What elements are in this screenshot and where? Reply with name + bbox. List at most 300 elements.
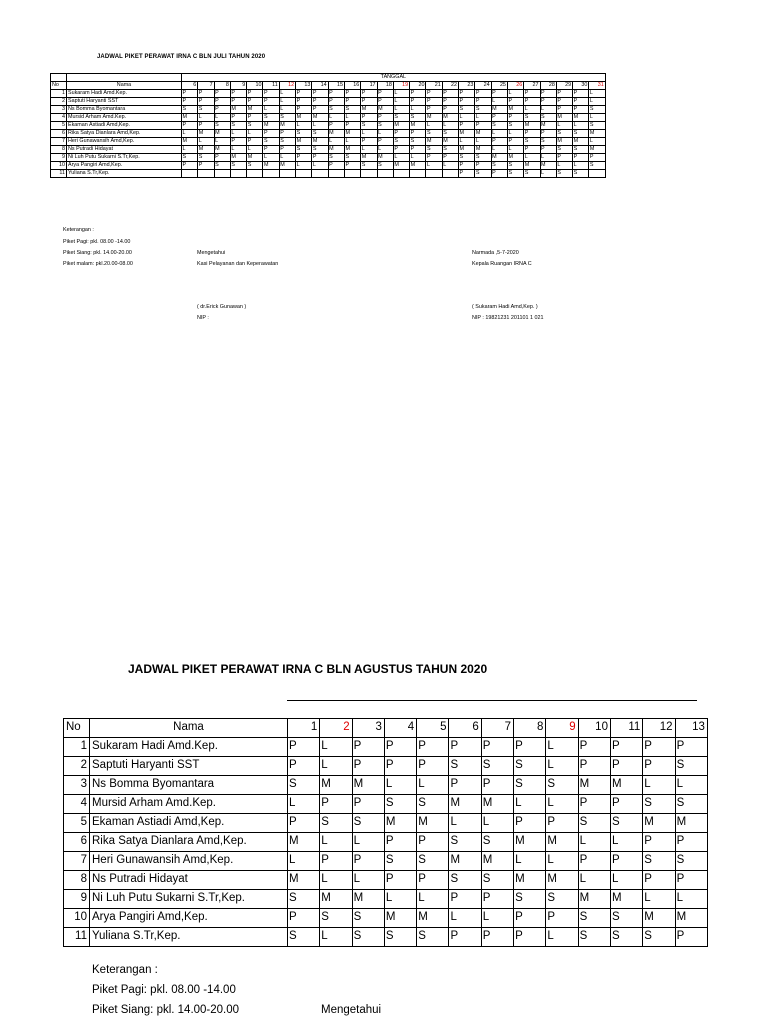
shift-code: P xyxy=(361,114,377,122)
shift-code: P xyxy=(182,90,198,98)
shift-code: L xyxy=(296,122,312,130)
nurse-name: Ns Putradi Hidayat xyxy=(67,146,182,154)
shift-code: P xyxy=(578,757,610,776)
shift-code: P xyxy=(573,98,589,106)
shift-code: S xyxy=(514,890,546,909)
shift-code: M xyxy=(546,871,578,890)
shift-code: S xyxy=(556,130,572,138)
shift-code: S xyxy=(230,162,246,170)
sheet1-title: JADWAL PIKET PERAWAT IRNA C BLN JULI TAHUN 2020 xyxy=(97,54,266,60)
shift-code: P xyxy=(573,154,589,162)
shift-code: P xyxy=(449,738,481,757)
shift-code: L xyxy=(426,162,442,170)
shift-code: M xyxy=(279,162,295,170)
shift-code: L xyxy=(481,909,513,928)
shift-code: P xyxy=(556,106,572,114)
shift-code: P xyxy=(481,776,513,795)
shift-code: L xyxy=(643,776,675,795)
shift-code: L xyxy=(417,776,449,795)
shift-code: S xyxy=(524,170,540,178)
header-day: 10 xyxy=(247,82,263,90)
sheet1-sign-right-nip: NIP : 19821231 201101 1 021 xyxy=(472,315,544,321)
header-day: 18 xyxy=(377,82,393,90)
shift-code: M xyxy=(263,162,279,170)
header-no: No xyxy=(64,719,90,738)
shift-code: P xyxy=(320,795,352,814)
shift-code: P xyxy=(491,114,507,122)
shift-code: P xyxy=(524,90,540,98)
shift-code: P xyxy=(247,114,263,122)
shift-code: S xyxy=(393,114,409,122)
sheet1-sign-right-name: ( Sukaram Hadi Amd,Kep. ) xyxy=(472,304,538,310)
table-row xyxy=(64,928,708,947)
shift-code: M xyxy=(198,130,214,138)
header-day: 3 xyxy=(352,719,384,738)
shift-code: S xyxy=(352,814,384,833)
shift-code: M xyxy=(524,162,540,170)
row-number: 11 xyxy=(51,170,67,178)
header-day: 6 xyxy=(449,719,481,738)
shift-code: M xyxy=(524,122,540,130)
shift-code: L xyxy=(589,114,605,122)
shift-code: S xyxy=(230,122,246,130)
shift-code: S xyxy=(417,795,449,814)
shift-code: P xyxy=(610,738,642,757)
shift-code: S xyxy=(610,909,642,928)
shift-code: P xyxy=(491,170,507,178)
shift-code: S xyxy=(589,162,605,170)
shift-code: P xyxy=(230,98,246,106)
shift-code: M xyxy=(481,795,513,814)
table-row xyxy=(51,162,606,170)
shift-code: L xyxy=(410,154,426,162)
shift-code: M xyxy=(417,814,449,833)
header-day: 24 xyxy=(475,82,491,90)
shift-code: L xyxy=(263,154,279,162)
shift-code: L xyxy=(546,738,578,757)
shift-code: P xyxy=(417,757,449,776)
shift-code: M xyxy=(417,909,449,928)
shift-code xyxy=(263,170,279,178)
header-row-tanggal xyxy=(51,74,606,82)
table-row xyxy=(51,130,606,138)
sheet1-schedule-table xyxy=(50,73,606,178)
shift-code: L xyxy=(182,130,198,138)
shift-code: P xyxy=(459,98,475,106)
nurse-name: Mursid Arham Amd.Kep. xyxy=(90,795,288,814)
shift-code: L xyxy=(546,928,578,947)
shift-code: P xyxy=(610,757,642,776)
table-row xyxy=(51,98,606,106)
shift-code: S xyxy=(377,162,393,170)
shift-code: M xyxy=(426,114,442,122)
shift-code: P xyxy=(540,90,556,98)
shift-code: L xyxy=(546,757,578,776)
row-number: 7 xyxy=(64,852,90,871)
shift-code: S xyxy=(182,154,198,162)
shift-code: L xyxy=(589,90,605,98)
shift-code: L xyxy=(312,162,328,170)
shift-code: P xyxy=(198,90,214,98)
shift-code: P xyxy=(643,738,675,757)
row-number: 8 xyxy=(51,146,67,154)
table-row xyxy=(51,154,606,162)
shift-code: P xyxy=(410,90,426,98)
nurse-name: Ns Bomma Byomantara xyxy=(90,776,288,795)
header-day: 29 xyxy=(556,82,572,90)
shift-code: M xyxy=(546,833,578,852)
header-day: 11 xyxy=(610,719,642,738)
shift-code: M xyxy=(230,154,246,162)
shift-code: M xyxy=(247,106,263,114)
table-row xyxy=(51,90,606,98)
shift-code: S xyxy=(524,138,540,146)
shift-code: S xyxy=(573,130,589,138)
row-number: 11 xyxy=(64,928,90,947)
shift-code: S xyxy=(578,928,610,947)
header-day: 5 xyxy=(417,719,449,738)
shift-code: P xyxy=(352,738,384,757)
shift-code: M xyxy=(459,146,475,154)
shift-code: L xyxy=(573,122,589,130)
shift-code: P xyxy=(675,833,707,852)
shift-code: L xyxy=(449,814,481,833)
shift-code: P xyxy=(296,98,312,106)
shift-code: S xyxy=(361,162,377,170)
header-day: 30 xyxy=(573,82,589,90)
shift-code: S xyxy=(524,114,540,122)
table-row xyxy=(51,138,606,146)
table-row xyxy=(51,122,606,130)
shift-code xyxy=(312,170,328,178)
row-number: 4 xyxy=(64,795,90,814)
sheet1-piket-pagi: Piket Pagi: pkl. 08.00 -14.00 xyxy=(63,239,131,245)
shift-code: S xyxy=(643,928,675,947)
shift-code: L xyxy=(491,146,507,154)
header-no: No xyxy=(51,82,67,90)
shift-code: M xyxy=(514,871,546,890)
shift-code: S xyxy=(540,138,556,146)
shift-code: P xyxy=(524,146,540,154)
shift-code: S xyxy=(214,162,230,170)
header-row xyxy=(64,719,708,738)
shift-code: S xyxy=(507,122,523,130)
shift-code: P xyxy=(214,90,230,98)
shift-code: M xyxy=(288,871,320,890)
header-day: 20 xyxy=(410,82,426,90)
shift-code: M xyxy=(459,130,475,138)
shift-code: S xyxy=(573,146,589,154)
shift-code: P xyxy=(459,90,475,98)
shift-code: L xyxy=(198,138,214,146)
shift-code: L xyxy=(573,162,589,170)
header-day: 2 xyxy=(320,719,352,738)
sheet1-kepala-ruangan: Kepala Ruangan IRNA C xyxy=(472,261,532,267)
nurse-name: Ns Bomma Byomantara xyxy=(67,106,182,114)
shift-code: M xyxy=(610,890,642,909)
shift-code: S xyxy=(475,106,491,114)
shift-code: S xyxy=(361,122,377,130)
table-row xyxy=(64,833,708,852)
shift-code: P xyxy=(417,871,449,890)
nurse-name: Rika Satya Dianlara Amd,Kep. xyxy=(67,130,182,138)
row-number: 2 xyxy=(51,98,67,106)
row-number: 10 xyxy=(51,162,67,170)
shift-code: L xyxy=(589,138,605,146)
shift-code: S xyxy=(675,795,707,814)
shift-code: L xyxy=(279,98,295,106)
shift-code: S xyxy=(481,757,513,776)
shift-code: S xyxy=(352,928,384,947)
shift-code: S xyxy=(296,146,312,154)
shift-code: S xyxy=(417,928,449,947)
shift-code: M xyxy=(182,138,198,146)
shift-code: M xyxy=(214,130,230,138)
shift-code: L xyxy=(524,154,540,162)
shift-code: M xyxy=(675,814,707,833)
shift-code: L xyxy=(524,106,540,114)
shift-code: S xyxy=(589,106,605,114)
shift-code xyxy=(279,170,295,178)
shift-code: L xyxy=(675,776,707,795)
shift-code: P xyxy=(475,98,491,106)
shift-code: M xyxy=(426,138,442,146)
header-day: 1 xyxy=(288,719,320,738)
shift-code: L xyxy=(320,738,352,757)
header-day: 15 xyxy=(328,82,344,90)
shift-code: P xyxy=(352,795,384,814)
shift-code: P xyxy=(384,871,416,890)
shift-code: L xyxy=(442,162,458,170)
nurse-name: Heri Gunawansih Amd,Kep. xyxy=(67,138,182,146)
shift-code: P xyxy=(573,106,589,114)
nurse-name: Heri Gunawansih Amd,Kep. xyxy=(90,852,288,871)
header-day: 12 xyxy=(279,82,295,90)
shift-code: P xyxy=(491,90,507,98)
shift-code: M xyxy=(449,795,481,814)
shift-code: S xyxy=(459,106,475,114)
header-blank-nama xyxy=(67,74,182,82)
shift-code: P xyxy=(247,98,263,106)
shift-code: S xyxy=(198,154,214,162)
shift-code: S xyxy=(426,146,442,154)
sheet1-keterangan: Keterangan : xyxy=(63,227,94,233)
shift-code: S xyxy=(384,852,416,871)
shift-code: P xyxy=(377,98,393,106)
shift-code: L xyxy=(377,146,393,154)
shift-code: S xyxy=(442,146,458,154)
shift-code: P xyxy=(540,146,556,154)
row-number: 6 xyxy=(64,833,90,852)
header-day: 10 xyxy=(578,719,610,738)
shift-code: S xyxy=(328,154,344,162)
row-number: 3 xyxy=(51,106,67,114)
shift-code: P xyxy=(296,154,312,162)
shift-code: P xyxy=(312,90,328,98)
shift-code: P xyxy=(263,90,279,98)
shift-code: P xyxy=(288,909,320,928)
shift-code: L xyxy=(320,833,352,852)
shift-code: P xyxy=(675,928,707,947)
shift-code: P xyxy=(610,795,642,814)
shift-code: P xyxy=(288,738,320,757)
shift-code: M xyxy=(589,130,605,138)
row-number: 4 xyxy=(51,114,67,122)
row-number: 5 xyxy=(64,814,90,833)
shift-code: S xyxy=(481,833,513,852)
header-day: 25 xyxy=(491,82,507,90)
shift-code: S xyxy=(449,757,481,776)
shift-code: S xyxy=(417,852,449,871)
shift-code: L xyxy=(352,833,384,852)
shift-code: S xyxy=(377,122,393,130)
shift-code: P xyxy=(263,130,279,138)
shift-code: M xyxy=(475,130,491,138)
shift-code: P xyxy=(344,162,360,170)
shift-code: M xyxy=(312,114,328,122)
shift-code: L xyxy=(344,138,360,146)
shift-code xyxy=(182,170,198,178)
shift-code: L xyxy=(675,890,707,909)
shift-code: M xyxy=(540,122,556,130)
shift-code: L xyxy=(393,98,409,106)
shift-code: M xyxy=(589,146,605,154)
shift-code: S xyxy=(410,138,426,146)
shift-code: P xyxy=(481,928,513,947)
shift-code: M xyxy=(361,154,377,162)
shift-code xyxy=(230,170,246,178)
shift-code: M xyxy=(377,106,393,114)
shift-code: M xyxy=(643,814,675,833)
sheet1-sign-left-name: ( dr.Erick Gunawan ) xyxy=(197,304,247,310)
nurse-name: Mursid Arham Amd.Kep. xyxy=(67,114,182,122)
shift-code: P xyxy=(288,814,320,833)
sheet2-mengetahui: Mengetahui xyxy=(321,1004,382,1016)
shift-code: M xyxy=(578,776,610,795)
shift-code: L xyxy=(426,122,442,130)
shift-code: L xyxy=(442,122,458,130)
shift-code: L xyxy=(214,138,230,146)
shift-code: M xyxy=(247,154,263,162)
shift-code: M xyxy=(296,114,312,122)
shift-code: M xyxy=(320,776,352,795)
shift-code: P xyxy=(320,852,352,871)
shift-code: P xyxy=(578,738,610,757)
nurse-name: Rika Satya Dianlara Amd,Kep. xyxy=(90,833,288,852)
table-row xyxy=(64,738,708,757)
shift-code: P xyxy=(198,122,214,130)
shift-code: P xyxy=(247,138,263,146)
shift-code: S xyxy=(475,154,491,162)
shift-code: P xyxy=(198,162,214,170)
shift-code: P xyxy=(214,154,230,162)
shift-code: P xyxy=(328,162,344,170)
shift-code: M xyxy=(214,146,230,154)
shift-code: P xyxy=(540,98,556,106)
shift-code: S xyxy=(556,146,572,154)
shift-code: L xyxy=(540,170,556,178)
shift-code: L xyxy=(610,833,642,852)
header-day: 7 xyxy=(481,719,513,738)
shift-code: L xyxy=(247,146,263,154)
header-nama: Nama xyxy=(90,719,288,738)
shift-code: P xyxy=(230,114,246,122)
shift-code: M xyxy=(328,146,344,154)
shift-code: P xyxy=(296,90,312,98)
shift-code: M xyxy=(182,114,198,122)
header-day: 19 xyxy=(393,82,409,90)
shift-code: L xyxy=(288,852,320,871)
shift-code: S xyxy=(288,890,320,909)
nurse-name: Yuliana S.Tr,Kep. xyxy=(90,928,288,947)
shift-code: P xyxy=(459,162,475,170)
shift-code: M xyxy=(643,909,675,928)
shift-code xyxy=(393,170,409,178)
shift-code: P xyxy=(361,98,377,106)
shift-code: S xyxy=(312,130,328,138)
shift-code: S xyxy=(610,928,642,947)
shift-code: P xyxy=(491,138,507,146)
shift-code: P xyxy=(475,162,491,170)
row-number: 5 xyxy=(51,122,67,130)
nurse-name: Saptuti Haryanti SST xyxy=(90,757,288,776)
table-row xyxy=(64,871,708,890)
shift-code: M xyxy=(442,138,458,146)
shift-code: S xyxy=(384,795,416,814)
shift-code xyxy=(589,170,605,178)
shift-code: P xyxy=(352,852,384,871)
shift-code: S xyxy=(643,795,675,814)
shift-code: L xyxy=(514,795,546,814)
sheet2-keterangan: Keterangan : xyxy=(92,964,158,976)
nurse-name: Sukaram Hadi Amd.Kep. xyxy=(67,90,182,98)
header-day: 13 xyxy=(296,82,312,90)
shift-code: P xyxy=(393,146,409,154)
shift-code: P xyxy=(507,98,523,106)
table-row xyxy=(64,776,708,795)
shift-code: L xyxy=(182,146,198,154)
shift-code: P xyxy=(312,154,328,162)
table-row xyxy=(64,909,708,928)
shift-code: P xyxy=(573,90,589,98)
shift-code: S xyxy=(384,928,416,947)
table-row xyxy=(64,757,708,776)
row-number: 1 xyxy=(51,90,67,98)
shift-code: P xyxy=(556,90,572,98)
shift-code: S xyxy=(247,162,263,170)
shift-code: S xyxy=(589,122,605,130)
shift-code: P xyxy=(328,90,344,98)
shift-code: L xyxy=(230,146,246,154)
shift-code: M xyxy=(442,114,458,122)
shift-code: S xyxy=(507,162,523,170)
shift-code: P xyxy=(352,757,384,776)
shift-code: P xyxy=(328,122,344,130)
sheet2-header-border xyxy=(287,700,697,701)
shift-code: S xyxy=(491,162,507,170)
shift-code: L xyxy=(320,871,352,890)
shift-code: M xyxy=(230,106,246,114)
header-row xyxy=(51,82,606,90)
shift-code: P xyxy=(459,170,475,178)
shift-code: S xyxy=(410,114,426,122)
table-row xyxy=(64,814,708,833)
shift-code: L xyxy=(384,776,416,795)
shift-code: S xyxy=(459,154,475,162)
shift-code: P xyxy=(384,738,416,757)
shift-code xyxy=(442,170,458,178)
shift-code: P xyxy=(410,98,426,106)
